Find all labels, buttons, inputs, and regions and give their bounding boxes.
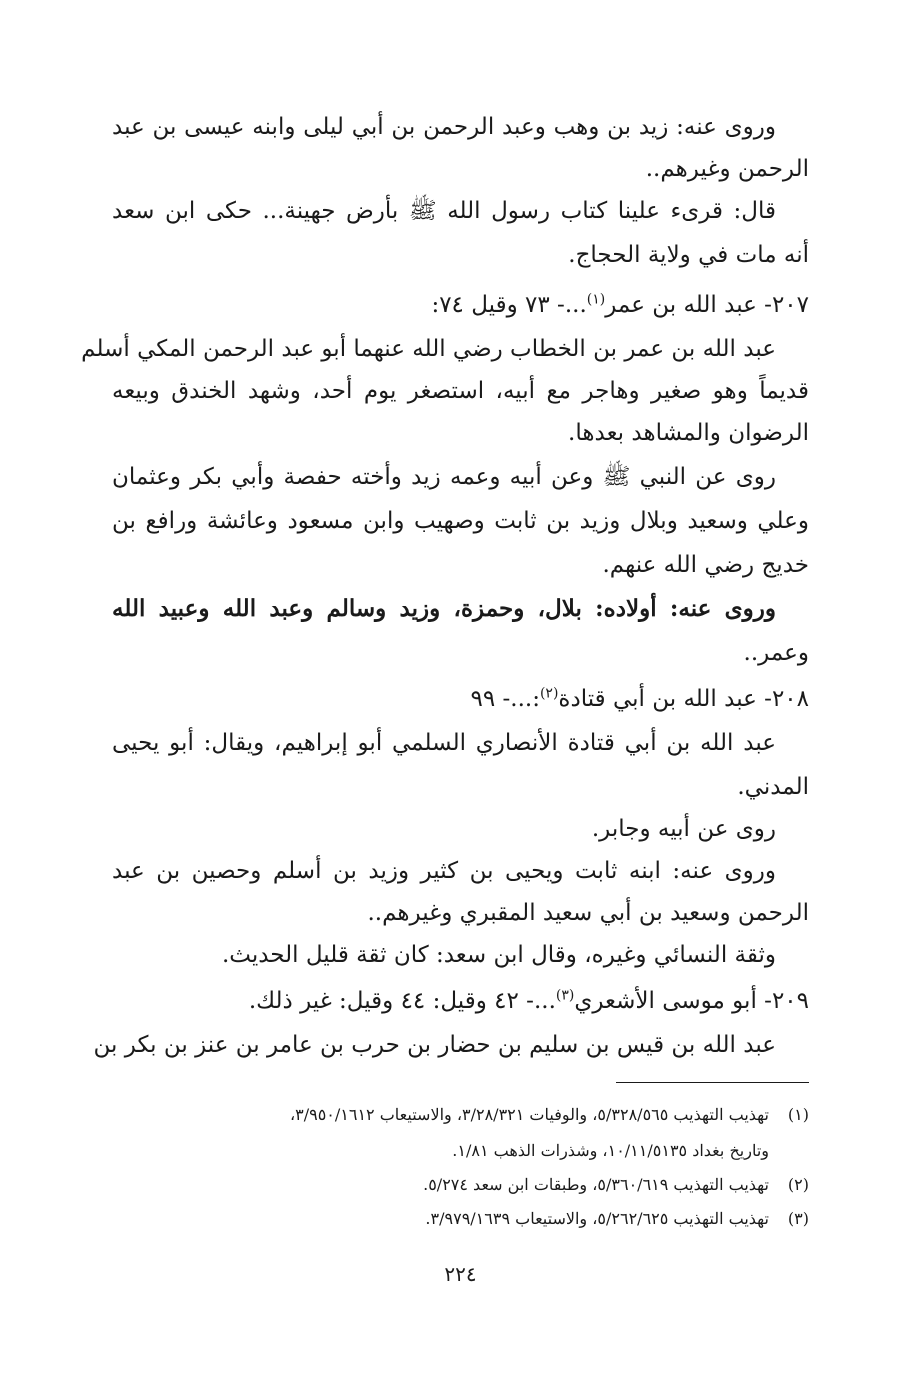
- entry-heading-text: ٢٠٩- أبو موسى الأشعري: [574, 988, 809, 1014]
- paragraph-line: وعمر..: [743, 640, 809, 666]
- paragraph-line: عبد الله بن أبي قتادة الأنصاري السلمي أبو إبراهيم، ويقال: أبو يحيى: [112, 730, 776, 756]
- paragraph-line: وروى عنه: ابنه ثابت ويحيى بن كثير وزيد بن أسلم وحصين بن عبد: [112, 858, 776, 884]
- footnote-divider: [616, 1082, 809, 1083]
- paragraph-line: وعلي وسعيد وبلال وزيد بن ثابت وصهيب وابن مسعود وعائشة ورافع بن: [112, 508, 809, 534]
- footnote-3: [112, 1208, 809, 1230]
- paragraph-line: المدني.: [737, 774, 809, 800]
- footnote-number: (١): [787, 1105, 809, 1124]
- paragraph-line: الرضوان والمشاهد بعدها.: [568, 420, 809, 446]
- paragraph-line: وروى عنه: زيد بن وهب وعبد الرحمن بن أبي ليلى وابنه عيسى بن عبد: [112, 114, 776, 140]
- paragraph-line: روى عن النبي ﷺ وعن أبيه وعمه زيد وأخته حفصة وأبي بكر وعثمان: [112, 464, 776, 490]
- footnote-text: تهذيب التهذيب ٥/٢٦٢/٦٢٥، والاستيعاب ٣/٩٧٩/١٦٣٩.: [425, 1209, 769, 1228]
- footnote-2: [112, 1174, 809, 1196]
- paragraph-line: روى عن أبيه وجابر.: [591, 816, 776, 842]
- paragraph-line: خديج رضي الله عنهم.: [602, 552, 809, 578]
- paragraph-line: قال: قرىء علينا كتاب رسول الله ﷺ بأرض جهينة... حكى ابن سعد: [112, 198, 776, 224]
- entry-heading-207: [112, 290, 809, 324]
- paragraph-line: عبد الله بن قيس بن سليم بن حضار بن حرب بن عامر بن عنز بن بكر بن: [93, 1032, 776, 1058]
- paragraph-line: عبد الله بن عمر بن الخطاب رضي الله عنهما أبو عبد الرحمن المكي أسلم: [81, 336, 776, 362]
- footnote-text: تهذيب التهذيب ٥/٣٦٠/٦١٩، وطبقات ابن سعد ٥/٢٧٤.: [423, 1175, 769, 1194]
- paragraph-line: قديماً وهو صغير وهاجر مع أبيه، استصغر يوم أحد، وشهد الخندق وبيعه: [112, 378, 809, 404]
- footnote-text: تهذيب التهذيب ٥/٣٢٨/٥٦٥، والوفيات ٣/٢٨/٣٢١، والاستيعاب ٣/٩٥٠/١٦١٢،: [289, 1105, 769, 1124]
- paragraph-line: وثقة النسائي وغيره، وقال ابن سعد: كان ثقة قليل الحديث.: [221, 942, 776, 968]
- footnote-1: [112, 1104, 809, 1126]
- footnote-number: (٢): [787, 1175, 809, 1194]
- entry-heading-208: [112, 684, 809, 718]
- paragraph-line: الرحمن وغيرهم..: [645, 156, 809, 182]
- footnote-ref-3: (٣): [555, 987, 575, 1004]
- paragraph-line: وروى عنه: أولاده: بلال، وحمزة، وزيد وسالم وعبد الله وعبيد الله: [112, 595, 776, 622]
- entry-heading-209: [112, 986, 809, 1020]
- entry-heading-dates: :...- ٩٩: [470, 686, 540, 712]
- entry-heading-dates: ...- ٤٢ وقيل: ٤٤ وقيل: غير ذلك.: [248, 988, 556, 1014]
- footnote-ref-1: (١): [586, 291, 606, 308]
- footnote-number: (٣): [787, 1209, 809, 1228]
- entry-heading-text: ٢٠٨- عبد الله بن أبي قتادة: [558, 686, 809, 712]
- entry-heading-text: ٢٠٧- عبد الله بن عمر: [605, 292, 809, 318]
- footnote-1-continuation: وتاريخ بغداد ١٠/١١/٥١٣٥، وشذرات الذهب ١/٨١.: [452, 1141, 769, 1160]
- footnote-ref-2: (٢): [539, 685, 559, 702]
- entry-heading-dates: ...- ٧٣ وقيل ٧٤:: [431, 292, 587, 318]
- page-number: ٢٢٤: [444, 1262, 477, 1286]
- paragraph-line: الرحمن وسعيد بن أبي سعيد المقبري وغيرهم..: [367, 900, 809, 926]
- paragraph-line: أنه مات في ولاية الحجاج.: [568, 242, 809, 268]
